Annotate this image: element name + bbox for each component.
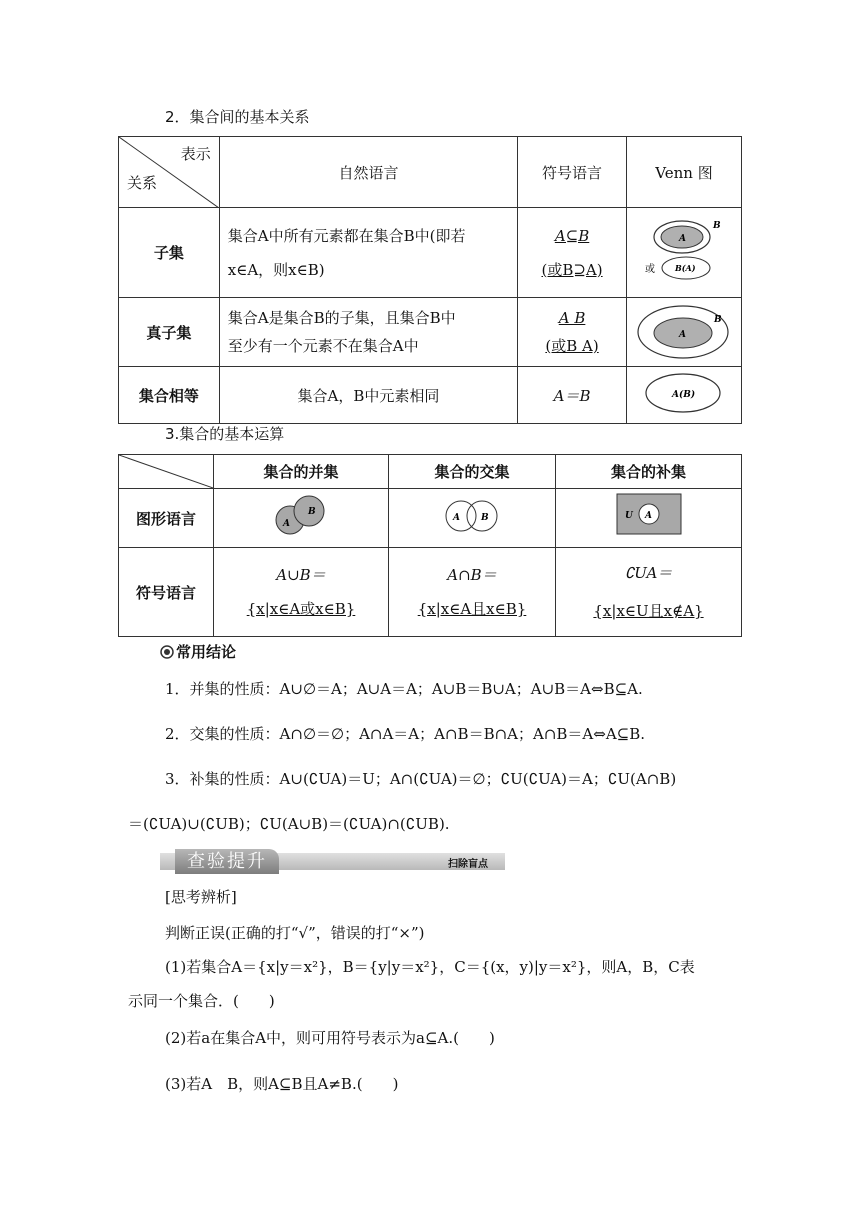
exercises-heading: [思考辨析]: [165, 888, 237, 906]
relations-table: [118, 136, 742, 424]
proper-subset-text-1: 集合A是集合B的子集，且集合B中: [227, 309, 456, 327]
row-proper-subset-name: 真子集: [119, 298, 220, 367]
conclusion-line-2: 2．交集的性质：A∩∅＝∅；A∩A＝A；A∩B＝B∩A；A∩B＝A⇔A⊆B.: [165, 725, 646, 743]
complement-symbol-2: {x|x∈U且x∉A}: [593, 602, 704, 620]
intersection-symbol-2: {x|x∈A且x∈B}: [417, 600, 527, 618]
intersection-venn-diagram: [389, 489, 555, 547]
proper-subset-venn-diagram: [627, 298, 741, 366]
col-symbol-language: 符号语言: [518, 137, 627, 208]
col-union: 集合的并集: [214, 455, 389, 489]
union-venn-a: A: [283, 519, 290, 529]
subset-symbol-1: A⊆B: [554, 226, 590, 245]
union-venn-b: B: [308, 507, 316, 517]
row-symbol-label: 符号语言: [119, 548, 214, 637]
question-1-line-2: 示同一个集合．( ): [128, 992, 275, 1010]
diagonal-header-cell: [119, 137, 220, 208]
subset-venn-ba: B(A): [674, 263, 696, 273]
row-subset-venn: [626, 208, 741, 298]
intersection-graph-cell: [389, 489, 556, 548]
subset-venn-a: A: [678, 234, 686, 244]
proper-venn-b: B: [713, 315, 722, 325]
exercises-instruction: 判断正误(正确的打“√”，错误的打“×”): [165, 924, 425, 942]
union-symbol-2: {x|x∈A或x∈B}: [246, 600, 356, 618]
subset-venn-diagram: [627, 208, 741, 297]
ops-diagonal-cell: [119, 455, 214, 489]
complement-venn-diagram: [556, 489, 741, 547]
union-graph-cell: [214, 489, 389, 548]
row-proper-subset-natural: [219, 298, 517, 367]
union-symbol-cell: [214, 548, 389, 637]
complement-symbol-1: ∁UA＝: [624, 564, 673, 582]
proper-subset-symbol-2: (或B A): [545, 337, 599, 355]
intersection-venn-a: A: [453, 513, 460, 523]
intersection-symbol-cell: [389, 548, 556, 637]
complement-symbol-cell: [556, 548, 742, 637]
row-equal-name: 集合相等: [119, 367, 220, 424]
conclusions-title: 常用结论: [176, 643, 237, 661]
conclusion-line-4: ＝(∁UA)∪(∁UB)；∁U(A∪B)＝(∁UA)∩(∁UB).: [128, 815, 450, 833]
proper-subset-text-2: 至少有一个元素不在集合A中: [227, 337, 419, 355]
row-subset-name: 子集: [119, 208, 220, 298]
intersection-venn-b: B: [481, 513, 489, 523]
conclusion-line-3: 3．补集的性质：A∪(∁UA)＝U；A∩(∁UA)＝∅；∁U(∁UA)＝A；∁U(A∩B): [165, 770, 677, 788]
question-1-line-1: (1)若集合A＝{x|y＝x²}，B＝{y|y＝x²}，C＝{(x，y)|y＝x²}，则A，B，C表: [165, 958, 695, 976]
question-2: (2)若a在集合A中，则可用符号表示为a⊆A.( ): [165, 1029, 495, 1047]
col-complement: 集合的补集: [556, 455, 742, 489]
ops-diagonal-line: [119, 455, 216, 489]
col-venn: Venn 图: [626, 137, 741, 208]
row-equal-natural: 集合A，B中元素相同: [219, 367, 517, 424]
row-equal-symbol: A＝B: [518, 367, 627, 424]
conclusions-title-row: [160, 641, 236, 662]
equal-venn-diagram: [627, 367, 741, 423]
target-icon: [160, 645, 174, 659]
row-equal-venn: [626, 367, 741, 424]
subset-venn-or: 或: [644, 264, 655, 275]
intersection-symbol-1: A∩B＝: [447, 566, 497, 584]
row-proper-subset-venn: [626, 298, 741, 367]
banner-tag: 扫除盲点: [448, 859, 488, 870]
complement-venn-u: U: [625, 511, 633, 521]
complement-venn-a: A: [645, 511, 652, 521]
subset-venn-b: B: [712, 221, 721, 231]
subset-symbol-2: (或B⊇A): [541, 260, 603, 279]
row-subset-symbol: [518, 208, 627, 298]
row-subset-natural: [219, 208, 517, 298]
operations-table: [118, 454, 742, 637]
union-symbol-1: A∪B＝: [276, 566, 326, 584]
subset-text-1: 集合A中所有元素都在集合B中(即若: [227, 226, 466, 245]
section2-heading: 2．集合间的基本关系: [165, 108, 310, 126]
equal-venn-ab: A(B): [671, 390, 696, 400]
proper-venn-a: A: [678, 330, 686, 340]
diag-bottom-label: 关系: [127, 174, 158, 192]
row-graph-label: 图形语言: [119, 489, 214, 548]
conclusion-line-1: 1．并集的性质：A∪∅＝A；A∪A＝A；A∪B＝B∪A；A∪B＝A⇔B⊆A.: [165, 680, 643, 698]
col-natural-language: 自然语言: [219, 137, 517, 208]
subset-text-2: x∈A，则x∈B): [227, 260, 325, 279]
question-3: (3)若A B，则A⊆B且A≠B.( ): [165, 1075, 399, 1093]
row-proper-subset-symbol: [518, 298, 627, 367]
col-intersection: 集合的交集: [389, 455, 556, 489]
diag-top-label: 表示: [180, 145, 211, 163]
union-venn-diagram: [214, 489, 388, 547]
proper-subset-symbol-1: A B: [558, 309, 586, 327]
banner-title: 查验提升: [175, 849, 279, 874]
complement-graph-cell: [556, 489, 742, 548]
section3-heading: 3.集合的基本运算: [165, 425, 285, 443]
